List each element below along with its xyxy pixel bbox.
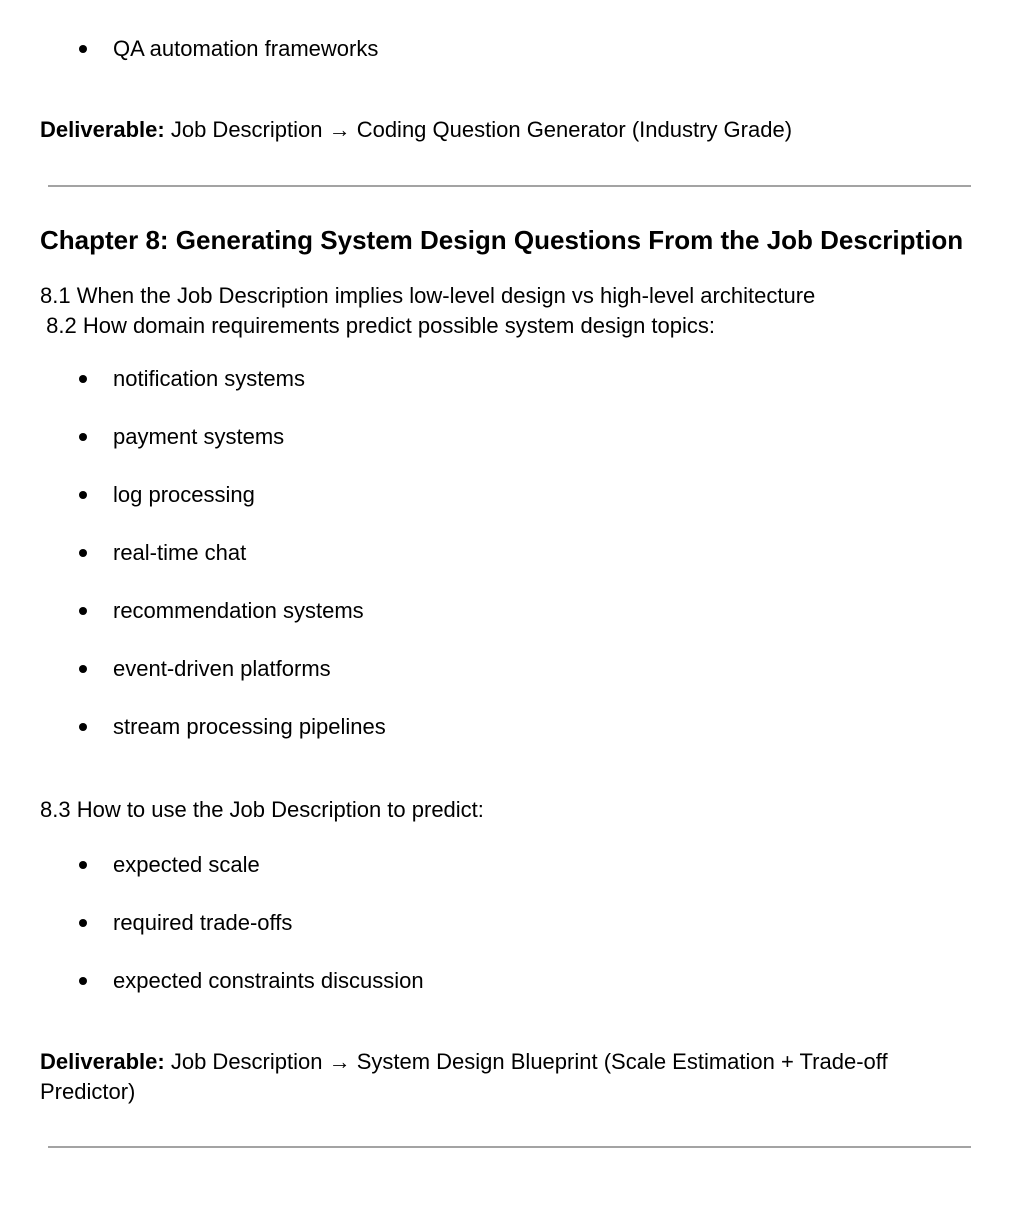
bullet-icon <box>79 45 87 53</box>
section-8-2-line: 8.2 How domain requirements predict possible system design topics: <box>40 313 715 338</box>
list-item <box>40 966 971 996</box>
list-item <box>40 422 971 452</box>
bullet-icon <box>79 375 87 383</box>
bullet-icon <box>79 607 87 615</box>
list-item <box>40 34 971 64</box>
bullet-icon <box>79 433 87 441</box>
deliverable-coding-line <box>40 115 945 145</box>
bullet-icon <box>79 549 87 557</box>
list-item <box>40 850 971 880</box>
deliverable-text: Job Description → System Design Blueprint (Scale Estimation + Trade-off Predictor) <box>40 1049 894 1104</box>
bullet-icon <box>79 861 87 869</box>
list-item-text: expected scale <box>113 852 260 877</box>
list-item-text: notification systems <box>113 366 305 391</box>
list-item <box>40 712 971 742</box>
section-8-1-line: 8.1 When the Job Description implies low-level design vs high-level architecture <box>40 283 816 308</box>
deliverable-text: Job Description → Coding Question Generator (Industry Grade) <box>164 117 793 142</box>
bullet-icon <box>79 665 87 673</box>
horizontal-rule <box>48 185 971 187</box>
list-item-text: log processing <box>113 482 255 507</box>
list-item-text: required trade-offs <box>113 910 293 935</box>
list-item <box>40 480 971 510</box>
list-item-text: event-driven platforms <box>113 656 331 681</box>
deliverable-system-design-line <box>40 1047 945 1107</box>
list-item <box>40 596 971 626</box>
bullet-icon <box>79 977 87 985</box>
chapter-heading: Chapter 8: Generating System Design Questions From the Job Description <box>40 225 964 255</box>
deliverable-label: Deliverable: <box>40 1049 165 1074</box>
list-item-text: recommendation systems <box>113 598 364 623</box>
bullet-icon <box>79 919 87 927</box>
horizontal-rule <box>48 1146 971 1148</box>
deliverable-label: Deliverable: <box>40 117 165 142</box>
list-item <box>40 654 971 684</box>
list-item <box>40 364 971 394</box>
list-item <box>40 908 971 938</box>
topics-bullet-list <box>40 364 971 742</box>
list-item-text: payment systems <box>113 424 285 449</box>
section-8-3-line: 8.3 How to use the Job Description to predict: <box>40 797 484 822</box>
list-item-text: stream processing pipelines <box>113 714 386 739</box>
bullet-icon <box>79 723 87 731</box>
list-item <box>40 538 971 568</box>
list-item-text: real-time chat <box>113 540 247 565</box>
list-item-text: expected constraints discussion <box>113 968 424 993</box>
predict-bullet-list <box>40 850 971 996</box>
bullet-icon <box>79 491 87 499</box>
list-item-text: QA automation frameworks <box>113 36 379 61</box>
intro-bullet-list <box>40 34 971 64</box>
